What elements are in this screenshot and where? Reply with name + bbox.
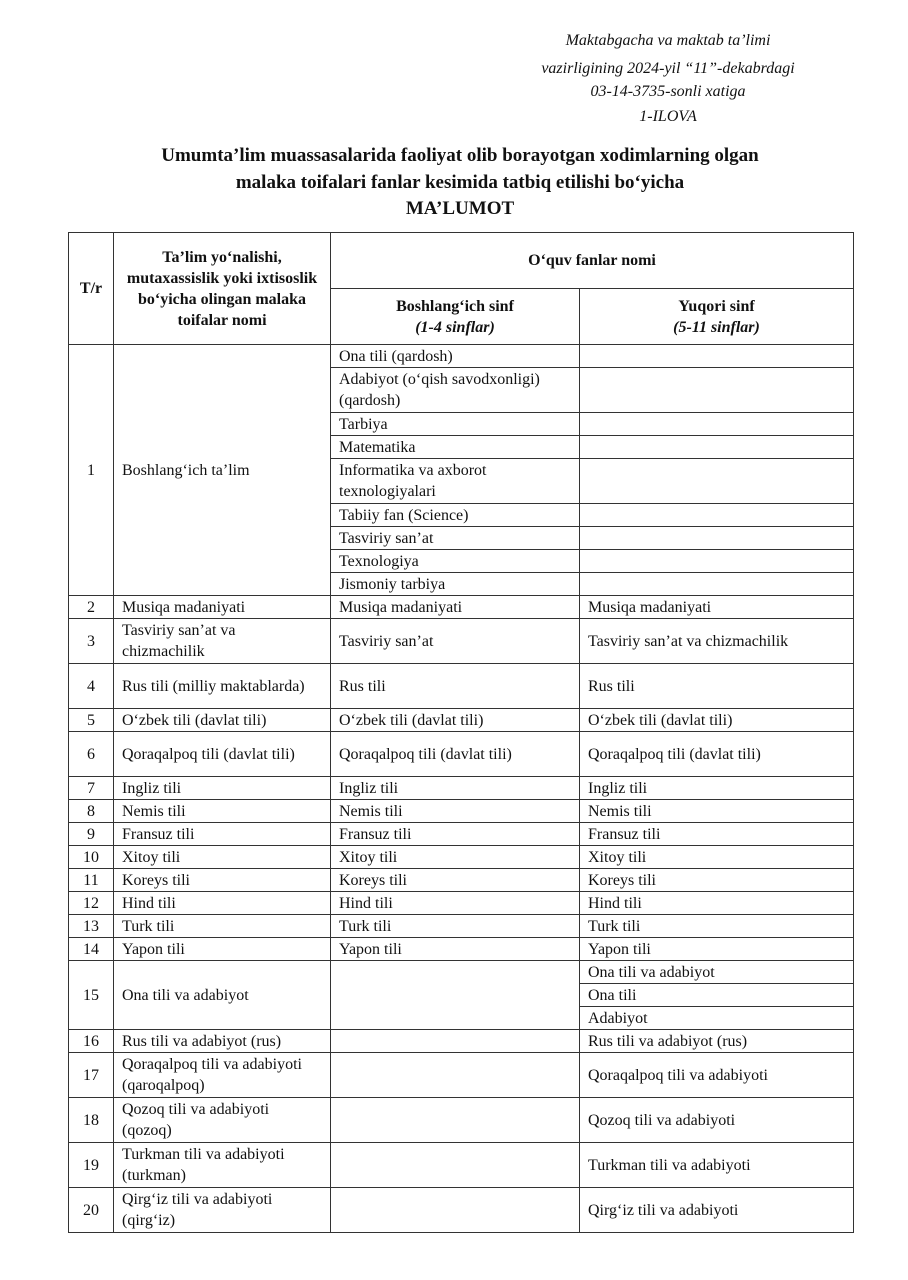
row-number: 11 (69, 869, 114, 892)
annex-label: 1-ILOVA (639, 108, 697, 125)
table-row (69, 1188, 854, 1233)
row-direction: Boshlang‘ich ta’lim (114, 345, 331, 596)
primary-subject: O‘zbek tili (davlat tili) (331, 709, 580, 732)
upper-subject (580, 527, 854, 550)
row-number: 18 (69, 1098, 114, 1143)
upper-subject (580, 459, 854, 504)
primary-subject (331, 1188, 580, 1233)
header-primary (331, 289, 580, 345)
header-primary-grades: (1-4 sinflar) (415, 318, 495, 336)
upper-subject: Rus tili (580, 664, 854, 709)
table-row (69, 1053, 854, 1098)
table-row (69, 619, 854, 664)
row-number: 9 (69, 823, 114, 846)
table-row (69, 732, 854, 777)
document-title-line-2: malaka toifalari fanlar kesimida tatbiq etilishi bo‘yicha (235, 172, 685, 193)
row-direction: Ona tili va adabiyot (114, 961, 331, 1030)
table-row (69, 345, 854, 368)
row-direction: Qozoq tili va adabiyoti (qozoq) (114, 1098, 331, 1143)
row-number: 15 (69, 961, 114, 1030)
upper-subject: Yapon tili (580, 938, 854, 961)
document-title-line-1: Umumta’lim muassasalarida faoliyat olib borayotgan xodimlarning olgan (161, 145, 759, 166)
primary-subject: Nemis tili (331, 800, 580, 823)
row-number: 6 (69, 732, 114, 777)
primary-subject: Ingliz tili (331, 777, 580, 800)
upper-subject: Rus tili va adabiyot (rus) (580, 1030, 854, 1053)
upper-subject (580, 368, 854, 413)
table-row (69, 846, 854, 869)
row-direction: Xitoy tili (114, 846, 331, 869)
table-row (69, 1143, 854, 1188)
row-direction: Qirg‘iz tili va adabiyoti (qirg‘iz) (114, 1188, 331, 1233)
row-number: 8 (69, 800, 114, 823)
primary-subject (331, 961, 580, 1030)
upper-subject: Koreys tili (580, 869, 854, 892)
row-direction: Tasviriy san’at va chizmachilik (114, 619, 331, 664)
row-number: 10 (69, 846, 114, 869)
row-number: 1 (69, 345, 114, 596)
header-subjects: O‘quv fanlar nomi (331, 233, 854, 289)
upper-subject: Fransuz tili (580, 823, 854, 846)
row-direction: Rus tili va adabiyot (rus) (114, 1030, 331, 1053)
primary-subject: Hind tili (331, 892, 580, 915)
upper-subject: Ona tili (580, 984, 854, 1007)
table-row (69, 915, 854, 938)
primary-subject (331, 1098, 580, 1143)
upper-subject: Hind tili (580, 892, 854, 915)
row-direction: Rus tili (milliy maktablarda) (114, 664, 331, 709)
upper-subject: Xitoy tili (580, 846, 854, 869)
upper-subject: Qirg‘iz tili va adabiyoti (580, 1188, 854, 1233)
primary-subject: Xitoy tili (331, 846, 580, 869)
header-direction: Ta’lim yo‘nalishi, mutaxassislik yoki ixtisoslik bo‘yicha olingan malaka toifalar nomi (114, 233, 331, 345)
header-upper-grades: (5-11 sinflar) (673, 318, 760, 336)
header-upper (580, 289, 854, 345)
row-number: 12 (69, 892, 114, 915)
table-row (69, 800, 854, 823)
primary-subject: Tasviriy san’at (331, 619, 580, 664)
primary-subject: Qoraqalpoq tili (davlat tili) (331, 732, 580, 777)
row-direction: Yapon tili (114, 938, 331, 961)
row-number: 14 (69, 938, 114, 961)
row-direction: Ingliz tili (114, 777, 331, 800)
header-number: T/r (69, 233, 114, 345)
table-row (69, 709, 854, 732)
upper-subject: Nemis tili (580, 800, 854, 823)
row-direction: O‘zbek tili (davlat tili) (114, 709, 331, 732)
document-title-heading: MA’LUMOT (405, 198, 515, 219)
row-number: 7 (69, 777, 114, 800)
row-number: 13 (69, 915, 114, 938)
upper-subject (580, 550, 854, 573)
upper-subject (580, 413, 854, 436)
upper-subject: Tasviriy san’at va chizmachilik (580, 619, 854, 664)
upper-subject: Ingliz tili (580, 777, 854, 800)
row-number: 3 (69, 619, 114, 664)
primary-subject: Turk tili (331, 915, 580, 938)
upper-subject: Turkman tili va adabiyoti (580, 1143, 854, 1188)
row-direction: Nemis tili (114, 800, 331, 823)
row-number: 4 (69, 664, 114, 709)
table-row (69, 938, 854, 961)
row-number: 19 (69, 1143, 114, 1188)
primary-subject (331, 1143, 580, 1188)
upper-subject: Qoraqalpoq tili va adabiyoti (580, 1053, 854, 1098)
upper-subject: Turk tili (580, 915, 854, 938)
row-number: 16 (69, 1030, 114, 1053)
table-row (69, 869, 854, 892)
row-direction: Musiqa madaniyati (114, 596, 331, 619)
primary-subject: Musiqa madaniyati (331, 596, 580, 619)
primary-subject (331, 1053, 580, 1098)
table-row (69, 777, 854, 800)
primary-subject: Matematika (331, 436, 580, 459)
table-row (69, 892, 854, 915)
row-direction: Hind tili (114, 892, 331, 915)
primary-subject: Tabiiy fan (Science) (331, 504, 580, 527)
upper-subject: Musiqa madaniyati (580, 596, 854, 619)
row-direction: Turk tili (114, 915, 331, 938)
upper-subject (580, 436, 854, 459)
upper-subject (580, 573, 854, 596)
approval-note-line-2: vazirligining 2024-yil “11”-dekabrdagi (541, 60, 795, 77)
row-direction: Turkman tili va adabiyoti (turkman) (114, 1143, 331, 1188)
row-number: 17 (69, 1053, 114, 1098)
primary-subject (331, 1030, 580, 1053)
approval-note-line-3: 03-14-3735-sonli xatiga (590, 83, 746, 100)
primary-subject: Tarbiya (331, 413, 580, 436)
upper-subject: Qoraqalpoq tili (davlat tili) (580, 732, 854, 777)
primary-subject: Koreys tili (331, 869, 580, 892)
row-direction: Qoraqalpoq tili va adabiyoti (qaroqalpoq) (114, 1053, 331, 1098)
row-direction: Fransuz tili (114, 823, 331, 846)
row-number: 20 (69, 1188, 114, 1233)
header-primary-title: Boshlang‘ich sinf (396, 297, 514, 315)
table-row (69, 596, 854, 619)
header-upper-title: Yuqori sinf (678, 297, 755, 315)
upper-subject: Adabiyot (580, 1007, 854, 1030)
table-row (69, 823, 854, 846)
table-row (69, 664, 854, 709)
upper-subject (580, 345, 854, 368)
upper-subject: Qozoq tili va adabiyoti (580, 1098, 854, 1143)
primary-subject: Fransuz tili (331, 823, 580, 846)
primary-subject: Jismoniy tarbiya (331, 573, 580, 596)
approval-note-line-1: Maktabgacha va maktab ta’limi (565, 32, 771, 49)
row-number: 5 (69, 709, 114, 732)
upper-subject (580, 504, 854, 527)
row-direction: Qoraqalpoq tili (davlat tili) (114, 732, 331, 777)
primary-subject: Tasviriy san’at (331, 527, 580, 550)
primary-subject: Rus tili (331, 664, 580, 709)
upper-subject: O‘zbek tili (davlat tili) (580, 709, 854, 732)
qualification-table (68, 232, 854, 1233)
table-row (69, 1030, 854, 1053)
primary-subject: Ona tili (qardosh) (331, 345, 580, 368)
row-number: 2 (69, 596, 114, 619)
primary-subject: Informatika va axborot texnologiyalari (331, 459, 580, 504)
primary-subject: Texnologiya (331, 550, 580, 573)
upper-subject: Ona tili va adabiyot (580, 961, 854, 984)
table-row (69, 1098, 854, 1143)
table-row (69, 961, 854, 984)
primary-subject: Yapon tili (331, 938, 580, 961)
row-direction: Koreys tili (114, 869, 331, 892)
primary-subject: Adabiyot (o‘qish savodxonligi) (qardosh) (331, 368, 580, 413)
